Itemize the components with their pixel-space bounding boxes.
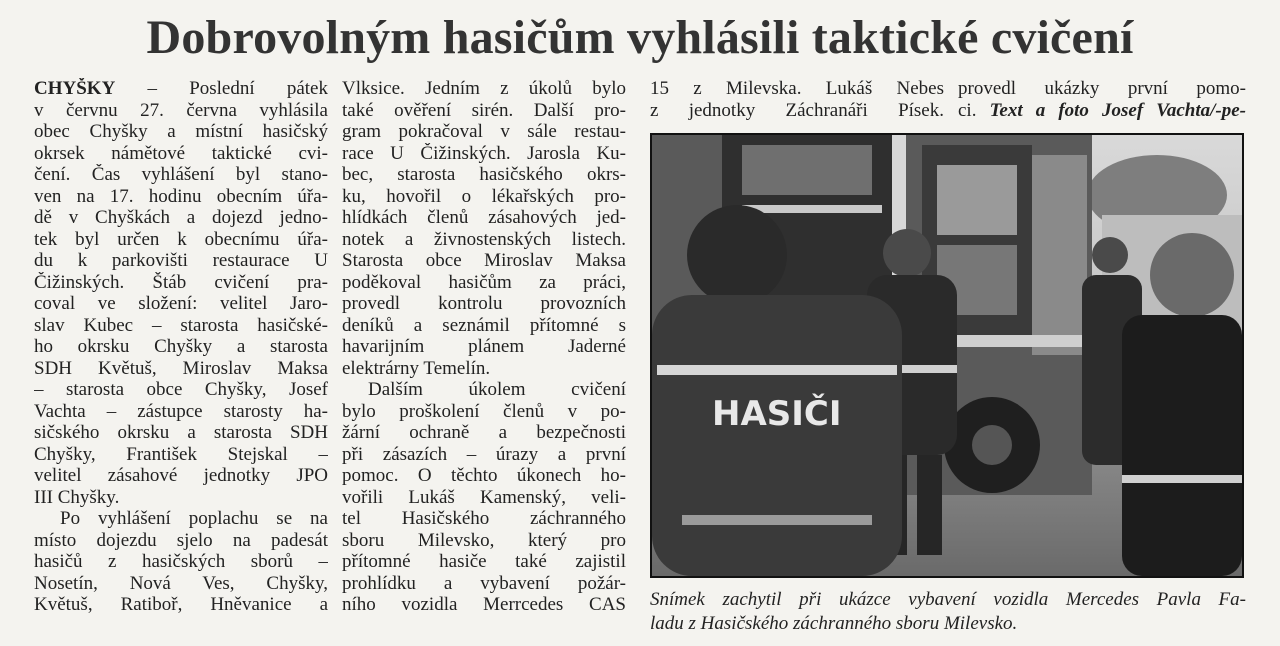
caption-line: Snímek zachytil při ukázce vybavení vozidla Mercedes Pavla Fa- (650, 589, 1246, 610)
text-line: SDH Květuš, Miroslav Maksa (34, 357, 328, 379)
text-line: provedl kontrolu provozních (342, 293, 626, 314)
photo-credit: Text a foto Josef Vachta/-pe- (989, 99, 1246, 121)
text-line: obec Chyšky a místní hasičský (34, 121, 328, 142)
text-line: čení. Čas vyhlášení byl stano- (34, 164, 328, 185)
text-line: Čižinských. Štáb cvičení pra- (34, 271, 328, 293)
text-line: Dalším úkolem cvičení (368, 379, 626, 400)
text-line: hasičů z hasičských sborů – (34, 551, 328, 572)
text-line: race U Čižinských. Jarosla Ku- (342, 142, 626, 164)
text-line: bec, starosta hasičského okrs- (342, 164, 626, 185)
text-line: hlídkách členů zásahových jed- (342, 207, 626, 228)
text-line: III Chyšky. (34, 486, 120, 508)
text-line: bylo proškolení členů v po- (342, 400, 626, 422)
text-line: při zásazích – úrazy a první (342, 443, 626, 465)
text-line: coval ve složení: velitel Jaro- (34, 293, 328, 314)
text-line: Chyšky, František Stejskal – (34, 443, 328, 465)
text-line: elektrárny Temelín. (342, 357, 491, 379)
text-line: du k parkovišti restaurace U (34, 250, 328, 271)
text-line: v červnu 27. června vyhlásila (34, 99, 328, 121)
article-photo (650, 133, 1244, 578)
firefighters-photo-illustration (652, 135, 1242, 576)
text-line: velitel zásahové jednotky JPO (34, 465, 328, 486)
text-line: dě v Chyškách a dojezd jedno- (34, 207, 328, 228)
text-line: prohlídku a vybavení požár- (342, 572, 626, 594)
dateline: CHYŠKY (34, 78, 116, 99)
text-line: okrsek námětové taktické cvi- (34, 142, 328, 164)
text-line: – starosta obce Chyšky, Josef (34, 379, 328, 400)
text-line: ního vozidla Merrcedes CAS (342, 594, 626, 615)
text-line: místo dojezdu sjelo na padesát (34, 529, 328, 551)
text-line: notek a živnostenských listech. (342, 228, 626, 250)
text-line: provedl ukázky první pomo- (958, 78, 1246, 99)
text-line: Vlksice. Jedním z úkolů bylo (342, 78, 626, 99)
text-line: tek byl určen k obecnímu úřa- (34, 228, 328, 250)
text-line: Vachta – zástupce starosty ha- (34, 400, 328, 422)
text-line: Starosta obce Miroslav Maksa (342, 250, 626, 271)
headline: Dobrovolným hasičům vyhlásili taktické cvičení (146, 11, 1134, 64)
text-line: Po vyhlášení poplachu se na (60, 508, 328, 529)
text-line: Květuš, Ratiboř, Hněvanice a (34, 594, 328, 615)
text-line: sboru Milevsko, který pro (342, 529, 626, 551)
jacket-lettering: HASIČI (712, 394, 842, 434)
text-line: tel Hasičského záchranného (342, 508, 626, 529)
text-line: 15 z Milevska. Lukáš Nebes (650, 78, 944, 99)
text-line: přítomné hasiče také zajistil (342, 551, 626, 572)
caption-line: ladu z Hasičského záchranného sboru Milevsko. (650, 613, 1018, 634)
text-line: ku, hovořil o lékařských pro- (342, 185, 626, 207)
text-line: z jednotky Záchranáři Písek. (650, 99, 944, 121)
text-line: ven na 17. hodinu obecním úřa- (34, 185, 328, 207)
text-line: slav Kubec – starosta hasičské- (34, 314, 328, 336)
text-line: sičského okrsku a starosta SDH (34, 422, 328, 443)
text-line: CHYŠKY – Poslední pátek (34, 78, 328, 99)
text-line: deníků a seznámil přítomné s (342, 314, 626, 336)
article-column-1 (34, 78, 328, 616)
article-column-3 (650, 78, 944, 121)
text-line: Nosetín, Nová Ves, Chyšky, (34, 572, 328, 594)
text-line: vořili Lukáš Kamenský, veli- (342, 486, 626, 508)
text-line: pomoc. O těchto úkonech ho- (342, 465, 626, 486)
text-line: havarijním plánem Jaderné (342, 336, 626, 357)
text-line: ho okrsku Chyšky a starosta (34, 336, 328, 357)
text-line: gram pokračoval v sále restau- (342, 121, 626, 142)
text-line: ci. Text a foto Josef Vachta/-pe- (958, 99, 1246, 121)
article-column-4 (958, 78, 1246, 121)
text-line: také ověření sirén. Další pro- (342, 99, 626, 121)
article-column-2 (342, 78, 626, 616)
photo-caption (650, 588, 1246, 636)
text-line: poděkoval hasičům za práci, (342, 271, 626, 293)
text-line: žární ochraně a bezpečnosti (342, 422, 626, 443)
